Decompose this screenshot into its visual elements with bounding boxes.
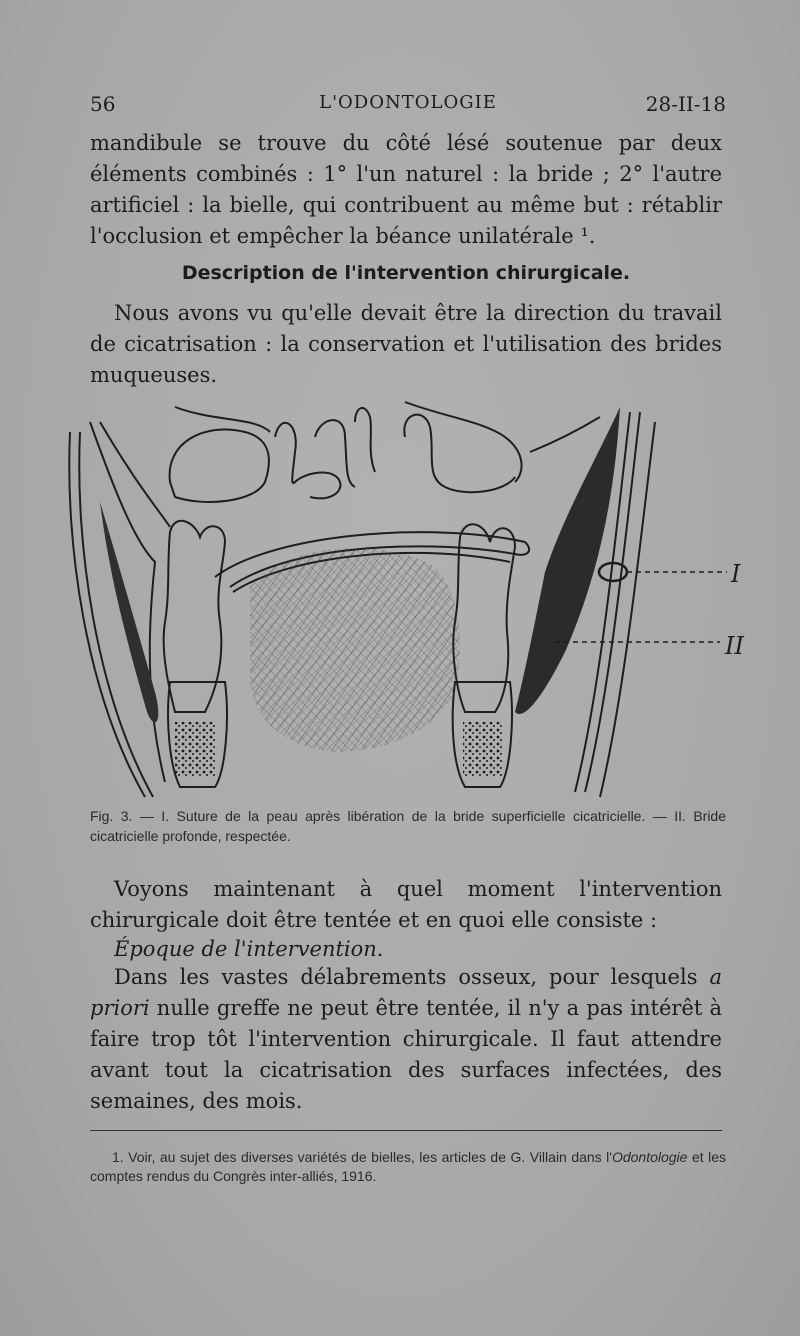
footnote-after: et les comptes rendus du Congrès inter-alliés, 1916. xyxy=(90,1149,726,1184)
issue-date: 28-II-18 xyxy=(645,92,726,116)
figure-illustration xyxy=(55,392,775,802)
p5-italic: a priori xyxy=(90,965,722,1020)
p5-text-before: Dans les vastes délabrements osseux, pour lesquels xyxy=(114,965,710,989)
subheading-epoque: Époque de l'intervention. xyxy=(114,937,384,961)
paragraph-delabrements xyxy=(90,962,722,1117)
paragraph-mandibule: mandibule se trouve du côté lésé soutenue par deux éléments combinés : 1° l'un naturel : la bride ; 2° l'autre artificiel : la bielle, qui contribuent au même but : rétablir l'occlusion et empêcher la béance unilatérale ¹. xyxy=(90,131,722,248)
paragraph-cicatrisation: Nous avons vu qu'elle devait être la direction du travail de cicatrisation : la conservation et l'utilisation des brides muqueuses. xyxy=(90,301,722,387)
footnote-italic: Odontologie xyxy=(611,1149,688,1165)
journal-title: L'ODONTOLOGIE xyxy=(319,92,497,113)
figure-caption: Fig. 3. — I. Suture de la peau après libération de la bride superficielle cicatricielle. — II. Bride cicatricielle profonde, respectée. xyxy=(90,808,726,844)
running-header xyxy=(90,92,726,120)
footnote-rule xyxy=(90,1130,722,1131)
footnote-before: 1. Voir, au sujet des diverses variétés de bielles, les articles de G. Villain dans l' xyxy=(112,1149,612,1165)
footnote xyxy=(90,1148,726,1186)
section-heading: Description de l'intervention chirurgicale. xyxy=(181,262,631,284)
paragraph-voyons: Voyons maintenant à quel moment l'intervention chirurgicale doit être tentée et en quoi elle consiste : xyxy=(90,877,722,932)
p5-text-after: nulle greffe ne peut être tentée, il n'y a pas intérêt à faire trop tôt l'intervention chirurgicale. Il faut attendre avant tout la cicatrisation des surfaces infectées, des semaines, des mois. xyxy=(90,996,722,1113)
label-I: I xyxy=(731,560,741,588)
page-number: 56 xyxy=(90,92,116,116)
label-II: II xyxy=(725,632,744,660)
